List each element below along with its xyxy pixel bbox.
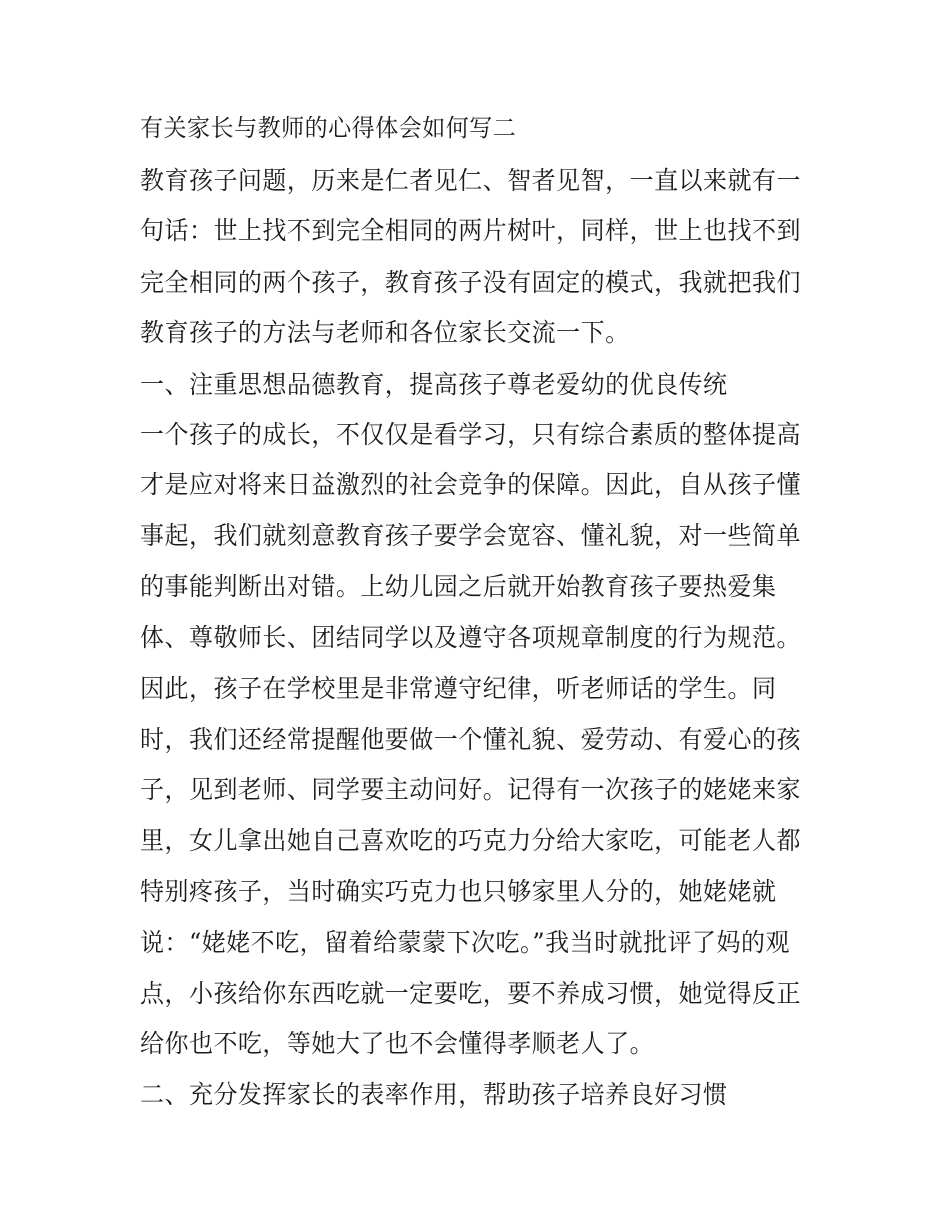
text-line: 因此，孩子在学校里是非常遵守纪律，听老师话的学生。同 — [140, 674, 777, 703]
text-line: 完全相同的两个孩子，教育孩子没有固定的模式，我就把我们 — [140, 268, 801, 297]
section-heading: 二、充分发挥家长的表率作用，帮助孩子培养良好习惯 — [140, 1080, 728, 1109]
text-line: 里，女儿拿出她自己喜欢吃的巧克力分给大家吃，可能老人都 — [140, 826, 801, 855]
document-title: 有关家长与教师的心得体会如何写二 — [140, 114, 517, 142]
text-line: 说：“姥姥不吃，留着给蒙蒙下次吃。”我当时就批评了妈的观 — [140, 928, 790, 957]
text-line: 一个孩子的成长，不仅仅是看学习，只有综合素质的整体提高 — [140, 420, 801, 449]
text-line: 教育孩子问题，历来是仁者见仁、智者见智，一直以来就有一 — [140, 166, 801, 195]
text-line: 时，我们还经常提醒他要做一个懂礼貌、爱劳动、有爱心的孩 — [140, 725, 801, 754]
section-heading: 一、注重思想品德教育，提高孩子尊老爱幼的优良传统 — [140, 370, 728, 399]
text-line: 给你也不吃，等她大了也不会懂得孝顺老人了。 — [140, 1029, 655, 1058]
text-line: 体、尊敬师长、团结同学以及遵守各项规章制度的行为规范。 — [140, 623, 801, 652]
text-line: 子，见到老师、同学要主动问好。记得有一次孩子的姥姥来家 — [140, 775, 801, 804]
text-line: 特别疼孩子，当时确实巧克力也只够家里人分的，她姥姥就 — [140, 877, 777, 906]
text-line: 教育孩子的方法与老师和各位家长交流一下。 — [140, 318, 630, 347]
text-line: 的事能判断出对错。上幼儿园之后就开始教育孩子要热爱集 — [140, 572, 777, 601]
text-line: 事起，我们就刻意教育孩子要学会宽容、懂礼貌，对一些简单 — [140, 521, 801, 550]
text-line: 点，小孩给你东西吃就一定要吃，要不养成习惯，她觉得反正 — [140, 979, 801, 1008]
text-line: 才是应对将来日益激烈的社会竞争的保障。因此，自从孩子懂 — [140, 470, 801, 499]
text-line: 句话：世上找不到完全相同的两片树叶，同样，世上也找不到 — [140, 216, 801, 245]
